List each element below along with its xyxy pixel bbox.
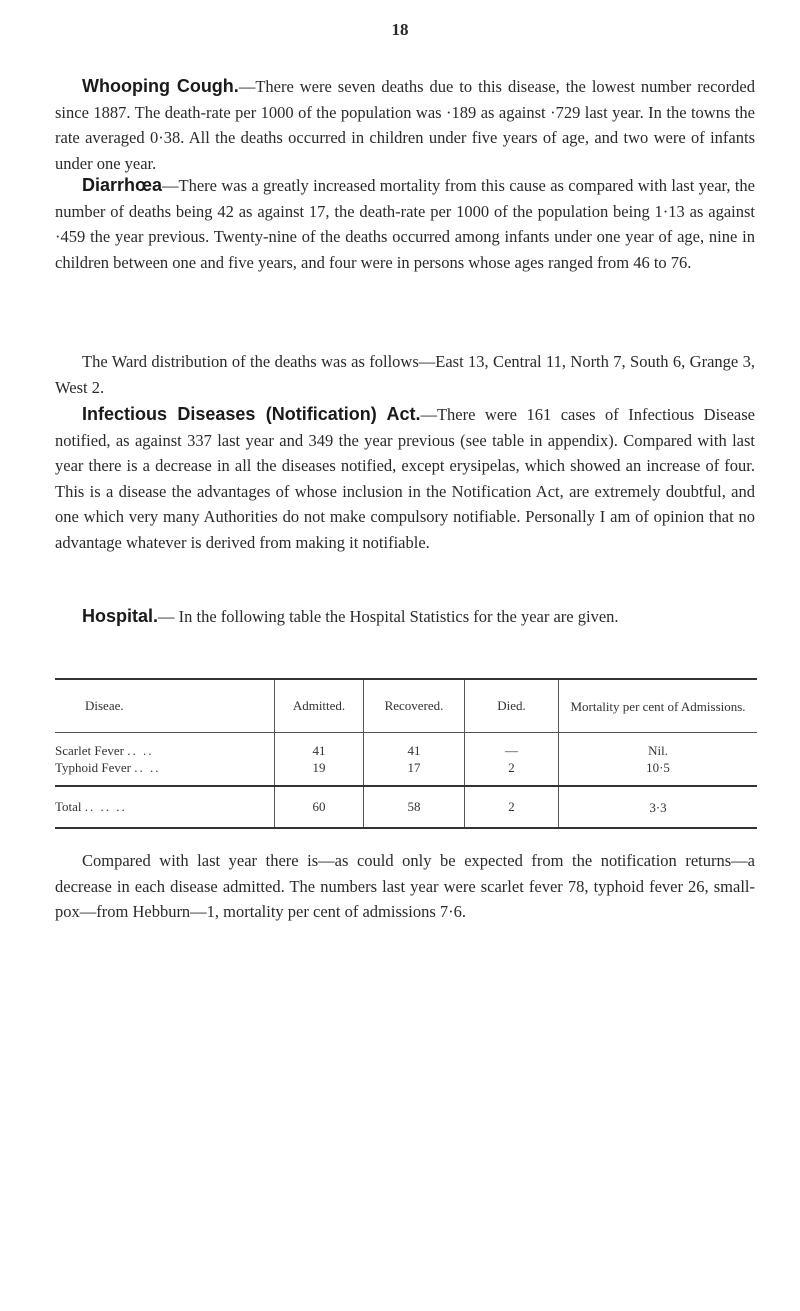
- infectious-diseases-paragraph: [55, 402, 755, 555]
- table-total-row: [55, 786, 757, 828]
- disease-name: Typhoid Fever: [55, 760, 131, 775]
- hospital-heading: Hospital.: [82, 606, 159, 626]
- total-label: Total: [55, 799, 82, 814]
- header-admitted: Admitted.: [275, 679, 364, 733]
- total-died: 2: [465, 786, 559, 828]
- table-row: Scarlet Fever .. ..: [55, 743, 154, 758]
- table-header-row: [55, 679, 757, 733]
- header-mortality: Mortality per cent of Admissions.: [559, 679, 758, 733]
- recovered-value: 41: [407, 743, 421, 758]
- mortality-cell: [559, 733, 758, 787]
- hospital-paragraph: [55, 604, 619, 630]
- admitted-value: 41: [312, 743, 326, 758]
- died-cell: [465, 733, 559, 787]
- hospital-statistics-table: [55, 678, 757, 829]
- total-recovered: 58: [364, 786, 465, 828]
- infectious-diseases-text: —There were 161 cases of Infectious Disease notified, as against 337 last year and 349 the year previous (see table in appendix). Compared with last year there is a decrease in all the diseases notified, except erysipelas, which showed an increase of four. This is a disease the advantages of whose inclusion in the Notification Act, are extremely doubtful, and one which very many Authorities do not make compulsory notifiable. Personally I am of opinion that no advantage whatever is derived from making it notifiable.: [55, 405, 755, 552]
- total-mortality: 3·3: [559, 786, 758, 828]
- mortality-value: Nil.: [648, 743, 668, 758]
- header-recovered: Recovered.: [364, 679, 465, 733]
- mortality-value: 10·5: [646, 760, 670, 775]
- table-body-rows: [55, 733, 757, 787]
- died-value: —: [505, 743, 518, 758]
- admitted-cell: [275, 733, 364, 787]
- hospital-text: — In the following table the Hospital Statistics for the year are given.: [158, 607, 619, 626]
- diarrhoea-paragraph: [55, 173, 755, 275]
- ward-distribution-paragraph: The Ward distribution of the deaths was as follows—East 13, Central 11, North 7, South 6, Grange 3, West 2.: [55, 352, 755, 397]
- admitted-value: 19: [312, 760, 326, 775]
- whooping-cough-text: —There were seven deaths due to this disease, the lowest number recorded since 1887. The death-rate per 1000 of the population was ·189 as against ·729 last year. In the towns the rate averaged 0·38. All the deaths occurred in children under five years of age, and two were of infants under one year.: [55, 77, 755, 173]
- header-died: Died.: [465, 679, 559, 733]
- table-row: Typhoid Fever .. ..: [55, 760, 161, 775]
- recovered-value: 17: [407, 760, 421, 775]
- closing-paragraph: Compared with last year there is—as could only be expected from the notification returns—a decrease in each disease admitted. The numbers last year were scarlet fever 78, typhoid fever 26, small-pox—from Hebburn—1, mortality per cent of admissions 7·6.: [55, 851, 755, 921]
- infectious-diseases-heading: Infectious Diseases (Notification) Act.: [82, 404, 421, 424]
- died-value: 2: [508, 760, 515, 775]
- page-number: 18: [391, 20, 409, 39]
- disease-name: Scarlet Fever: [55, 743, 124, 758]
- recovered-cell: [364, 733, 465, 787]
- header-disease: Diseae.: [55, 679, 275, 733]
- whooping-cough-paragraph: [55, 74, 755, 176]
- diarrhoea-heading: Diarrhœa: [82, 175, 163, 195]
- total-label-cell: Total .. .. ..: [55, 786, 275, 828]
- diarrhoea-text: —There was a greatly increased mortality from this cause as compared with last year, the number of deaths being 42 as against 17, the death-rate per 1000 of the population being 1·13 as against ·459 the year previous. Twenty-nine of the deaths occurred among infants under one year of age, nine in children between one and five years, and four were in persons whose ages ranged from 46 to 76.: [55, 176, 755, 272]
- whooping-cough-heading: Whooping Cough.: [82, 76, 239, 96]
- disease-cell: [55, 733, 275, 787]
- total-admitted: 60: [275, 786, 364, 828]
